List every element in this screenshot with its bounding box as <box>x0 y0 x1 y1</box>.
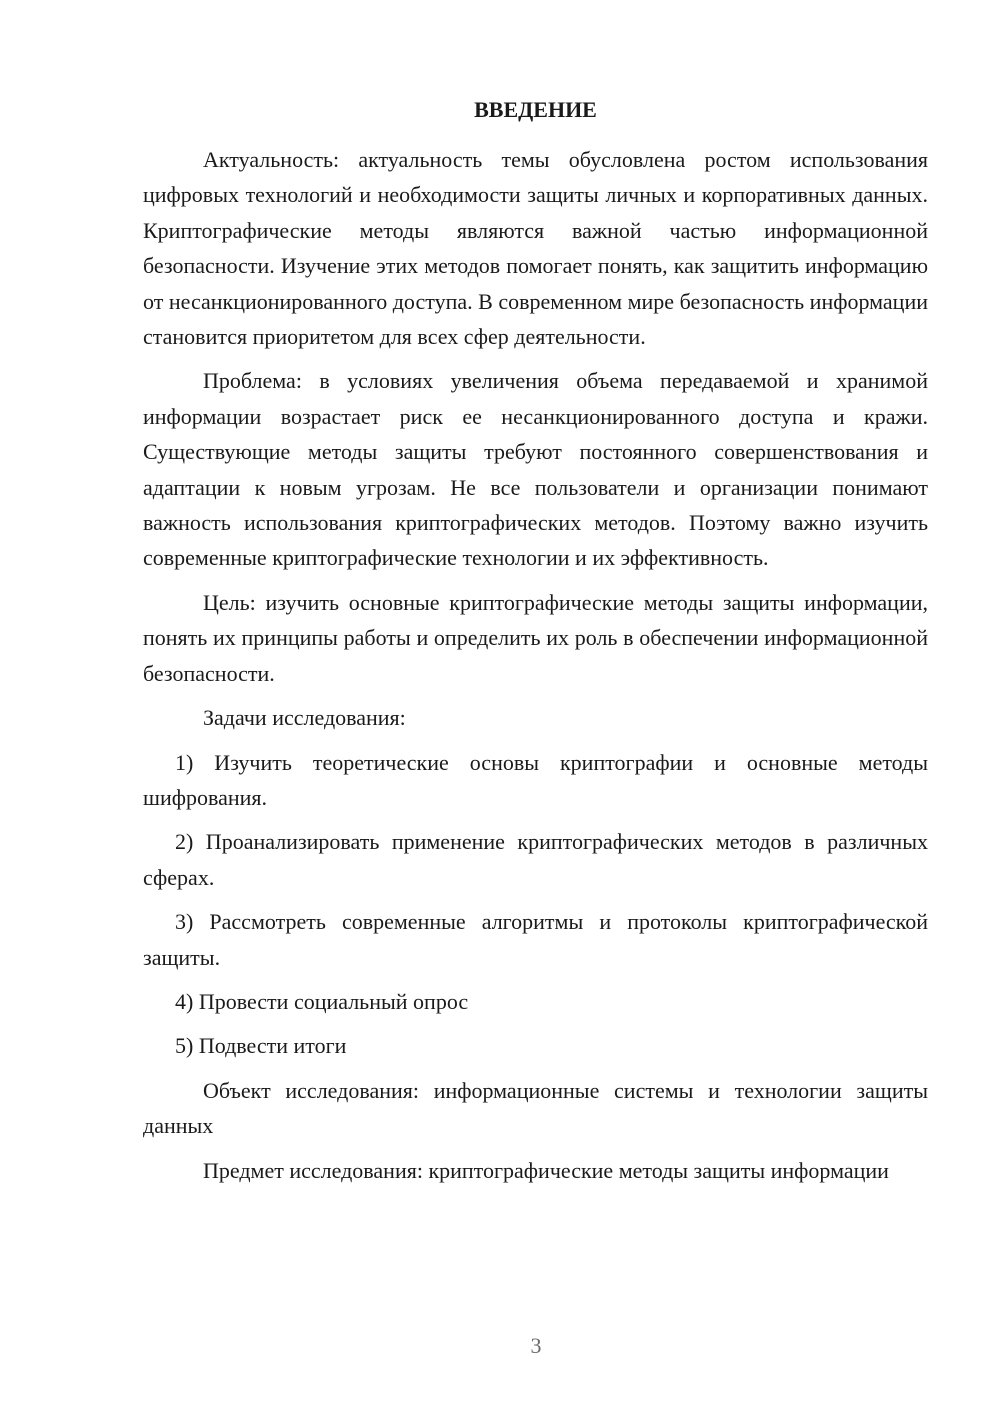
paragraph-problem: Проблема: в условиях увеличения объема передаваемой и хранимой информации возрастает риск ее несанкционированного доступа и кражи. Существующие методы защиты требуют постоянного совершенствования и адаптации к новым угрозам. Не все пользователи и организации понимают важность использования криптографических методов. Поэтому важно изучить современные криптографические технологии и их эффективность. <box>143 368 928 571</box>
paragraph-goal: Цель: изучить основные криптографические методы защиты информации, понять их принципы работы и определить их роль в обеспечении информационной безопасности. <box>143 589 928 686</box>
tasks-heading: Задачи исследования: <box>203 705 406 731</box>
task-item: 4) Провести социальный опрос <box>175 988 469 1014</box>
task-item: 5) Подвести итоги <box>175 1033 347 1059</box>
paragraph-relevance: Актуальность: актуальность темы обусловлена ростом использования цифровых технологий и необходимости защиты личных и корпоративных данных. Криптографические методы являются важной частью информационной безопасности. Изучение этих методов помогает понять, как защитить информацию от несанкционированного доступа. В современном мире безопасность информации становится приоритетом для всех сфер деятельности. <box>143 147 928 350</box>
task-item: 2) Проанализировать применение криптографических методов в различных сферах. <box>143 829 928 890</box>
section-title: ВВЕДЕНИЕ <box>474 97 597 122</box>
task-item: 3) Рассмотреть современные алгоритмы и протоколы криптографической защиты. <box>143 909 928 970</box>
task-item: 1) Изучить теоретические основы криптографии и основные методы шифрования. <box>143 749 928 810</box>
paragraph-object: Объект исследования: информационные системы и технологии защиты данных <box>143 1077 928 1139</box>
document-page <box>143 94 928 1197</box>
page-number: 3 <box>530 1333 542 1358</box>
paragraph-subject: Предмет исследования: криптографические методы защиты информации <box>203 1157 889 1183</box>
